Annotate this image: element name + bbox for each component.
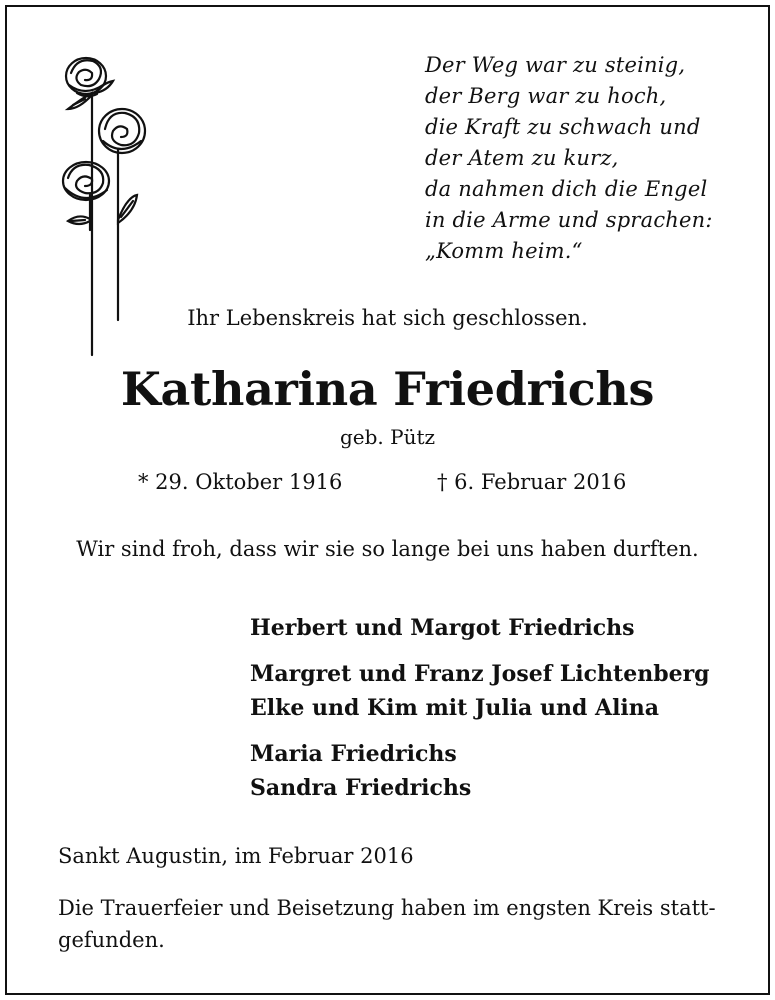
intro-text: Ihr Lebenskreis hat sich geschlossen.	[187, 306, 588, 330]
poem	[425, 50, 713, 267]
poem-line: Der Weg war zu steinig,	[425, 53, 686, 77]
family-member: Margret und Franz Josef Lichtenberg	[250, 661, 710, 687]
poem-line: da nahmen dich die Engel	[425, 177, 708, 201]
maiden-name: geb. Pütz	[339, 425, 436, 449]
poem-line: in die Arme und sprachen:	[425, 208, 713, 232]
poem-line: die Kraft zu schwach und	[425, 115, 701, 139]
family-member: Elke und Kim mit Julia und Alina	[250, 695, 660, 721]
family-list	[250, 611, 710, 817]
family-member: Sandra Friedrichs	[250, 775, 472, 801]
family-group	[250, 611, 710, 645]
funeral-notice	[58, 892, 728, 956]
family-group	[250, 657, 710, 725]
birth-date: * 29. Oktober 1916	[138, 470, 343, 494]
deceased-name: Katharina Friedrichs	[120, 362, 655, 416]
poem-line: „Komm heim.“	[425, 239, 583, 263]
memorial-quote: Wir sind froh, dass wir sie so lange bei uns haben durften.	[76, 537, 699, 561]
family-member: Maria Friedrichs	[250, 741, 457, 767]
notice-line: Die Trauerfeier und Beisetzung haben im engsten Kreis statt-	[58, 896, 716, 920]
poem-line: der Berg war zu hoch,	[425, 84, 667, 108]
place-date: Sankt Augustin, im Februar 2016	[58, 844, 414, 868]
poem-line: der Atem zu kurz,	[425, 146, 619, 170]
family-group	[250, 737, 710, 805]
family-member: Herbert und Margot Friedrichs	[250, 615, 635, 641]
death-date: † 6. Februar 2016	[437, 470, 627, 494]
notice-line: gefunden.	[58, 928, 165, 952]
